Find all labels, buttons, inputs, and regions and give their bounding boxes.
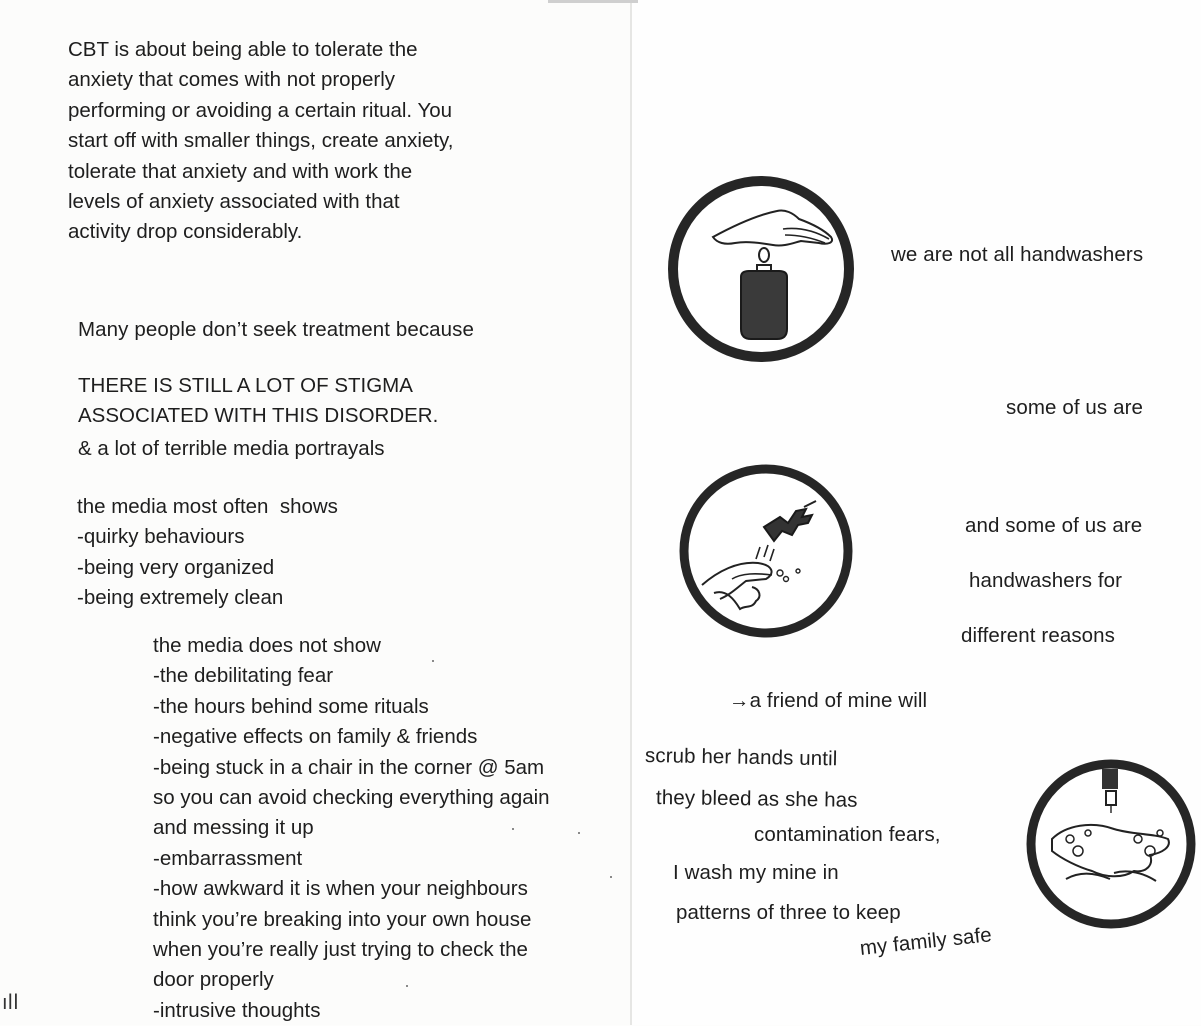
text-line: when you’re really just trying to check the [153,938,528,962]
and-some-of-us-are: and some of us are [965,514,1143,537]
text-line: the media most often shows [77,495,338,518]
cbt-paragraph [68,35,454,248]
ink-speck [432,660,434,662]
margin-scribble: ıll [2,990,19,1014]
text-line: activity drop considerably. [68,220,303,244]
stigma-block [78,371,438,464]
treatment-intro: Many people don’t seek treatment because [78,318,475,341]
text-line: -quirky behaviours [77,525,245,549]
text-line: levels of anxiety associated with that [68,190,400,214]
text-line: -being very organized [77,555,275,579]
text-line: & a lot of terrible media portrayals [78,436,385,460]
scrub-line: scrub her hands until [644,744,838,771]
contamination-line: contamination fears, [754,823,941,846]
text-line: CBT is about being able to tolerate the [68,38,418,61]
text-line: so you can avoid checking everything again [153,786,550,810]
page-fold [630,0,632,1025]
hand-sanitizer-icon [665,173,857,365]
family-line: my family safe [858,923,993,960]
faucet-hand-icon [676,461,856,641]
washing-hands-icon [1022,755,1200,933]
text-line: -the debilitating fear [153,664,334,688]
text-line: -negative effects on family & friends [153,725,478,749]
ink-speck [512,828,514,830]
media-shows-list [77,492,338,614]
media-not-show-list [153,631,550,1026]
not-all-handwashers: we are not all handwashers [891,243,1144,266]
text-line: the media does not show [153,634,381,657]
text-line: -intrusive thoughts [153,998,321,1022]
text-line: -being extremely clean [77,586,284,610]
text-line: and messing it up [153,816,314,840]
scan-mark [548,0,638,3]
patterns-line: patterns of three to keep [676,901,901,924]
friend-line: →a friend of mine will [729,689,928,712]
text-line: ASSOCIATED WITH THIS DISORDER. [78,404,439,428]
ink-speck [406,985,408,987]
bleed-line: they bleed as she has [655,786,858,812]
text-line: think you’re breaking into your own house [153,907,532,931]
text-line: -how awkward it is when your neighbours [153,877,528,901]
text-line: performing or avoiding a certain ritual. You [68,98,453,122]
ink-speck [610,876,612,878]
text-line: anxiety that comes with not properly [68,68,396,92]
different-reasons: different reasons [961,624,1116,647]
text-line: start off with smaller things, create anxiety, [68,129,454,153]
text-line: THERE IS STILL A LOT OF STIGMA [78,374,413,397]
text-line: -the hours behind some rituals [153,694,429,718]
some-of-us-are: some of us are [1006,396,1143,419]
text-line: -being stuck in a chair in the corner @ 5am [153,755,545,779]
text-line: -embarrassment [153,846,303,870]
text-line: tolerate that anxiety and with work the [68,159,413,183]
handwashers-for: handwashers for [969,569,1123,592]
wash-line: I wash my mine in [673,861,839,884]
text-line: door properly [153,968,274,992]
ink-speck [578,832,580,834]
